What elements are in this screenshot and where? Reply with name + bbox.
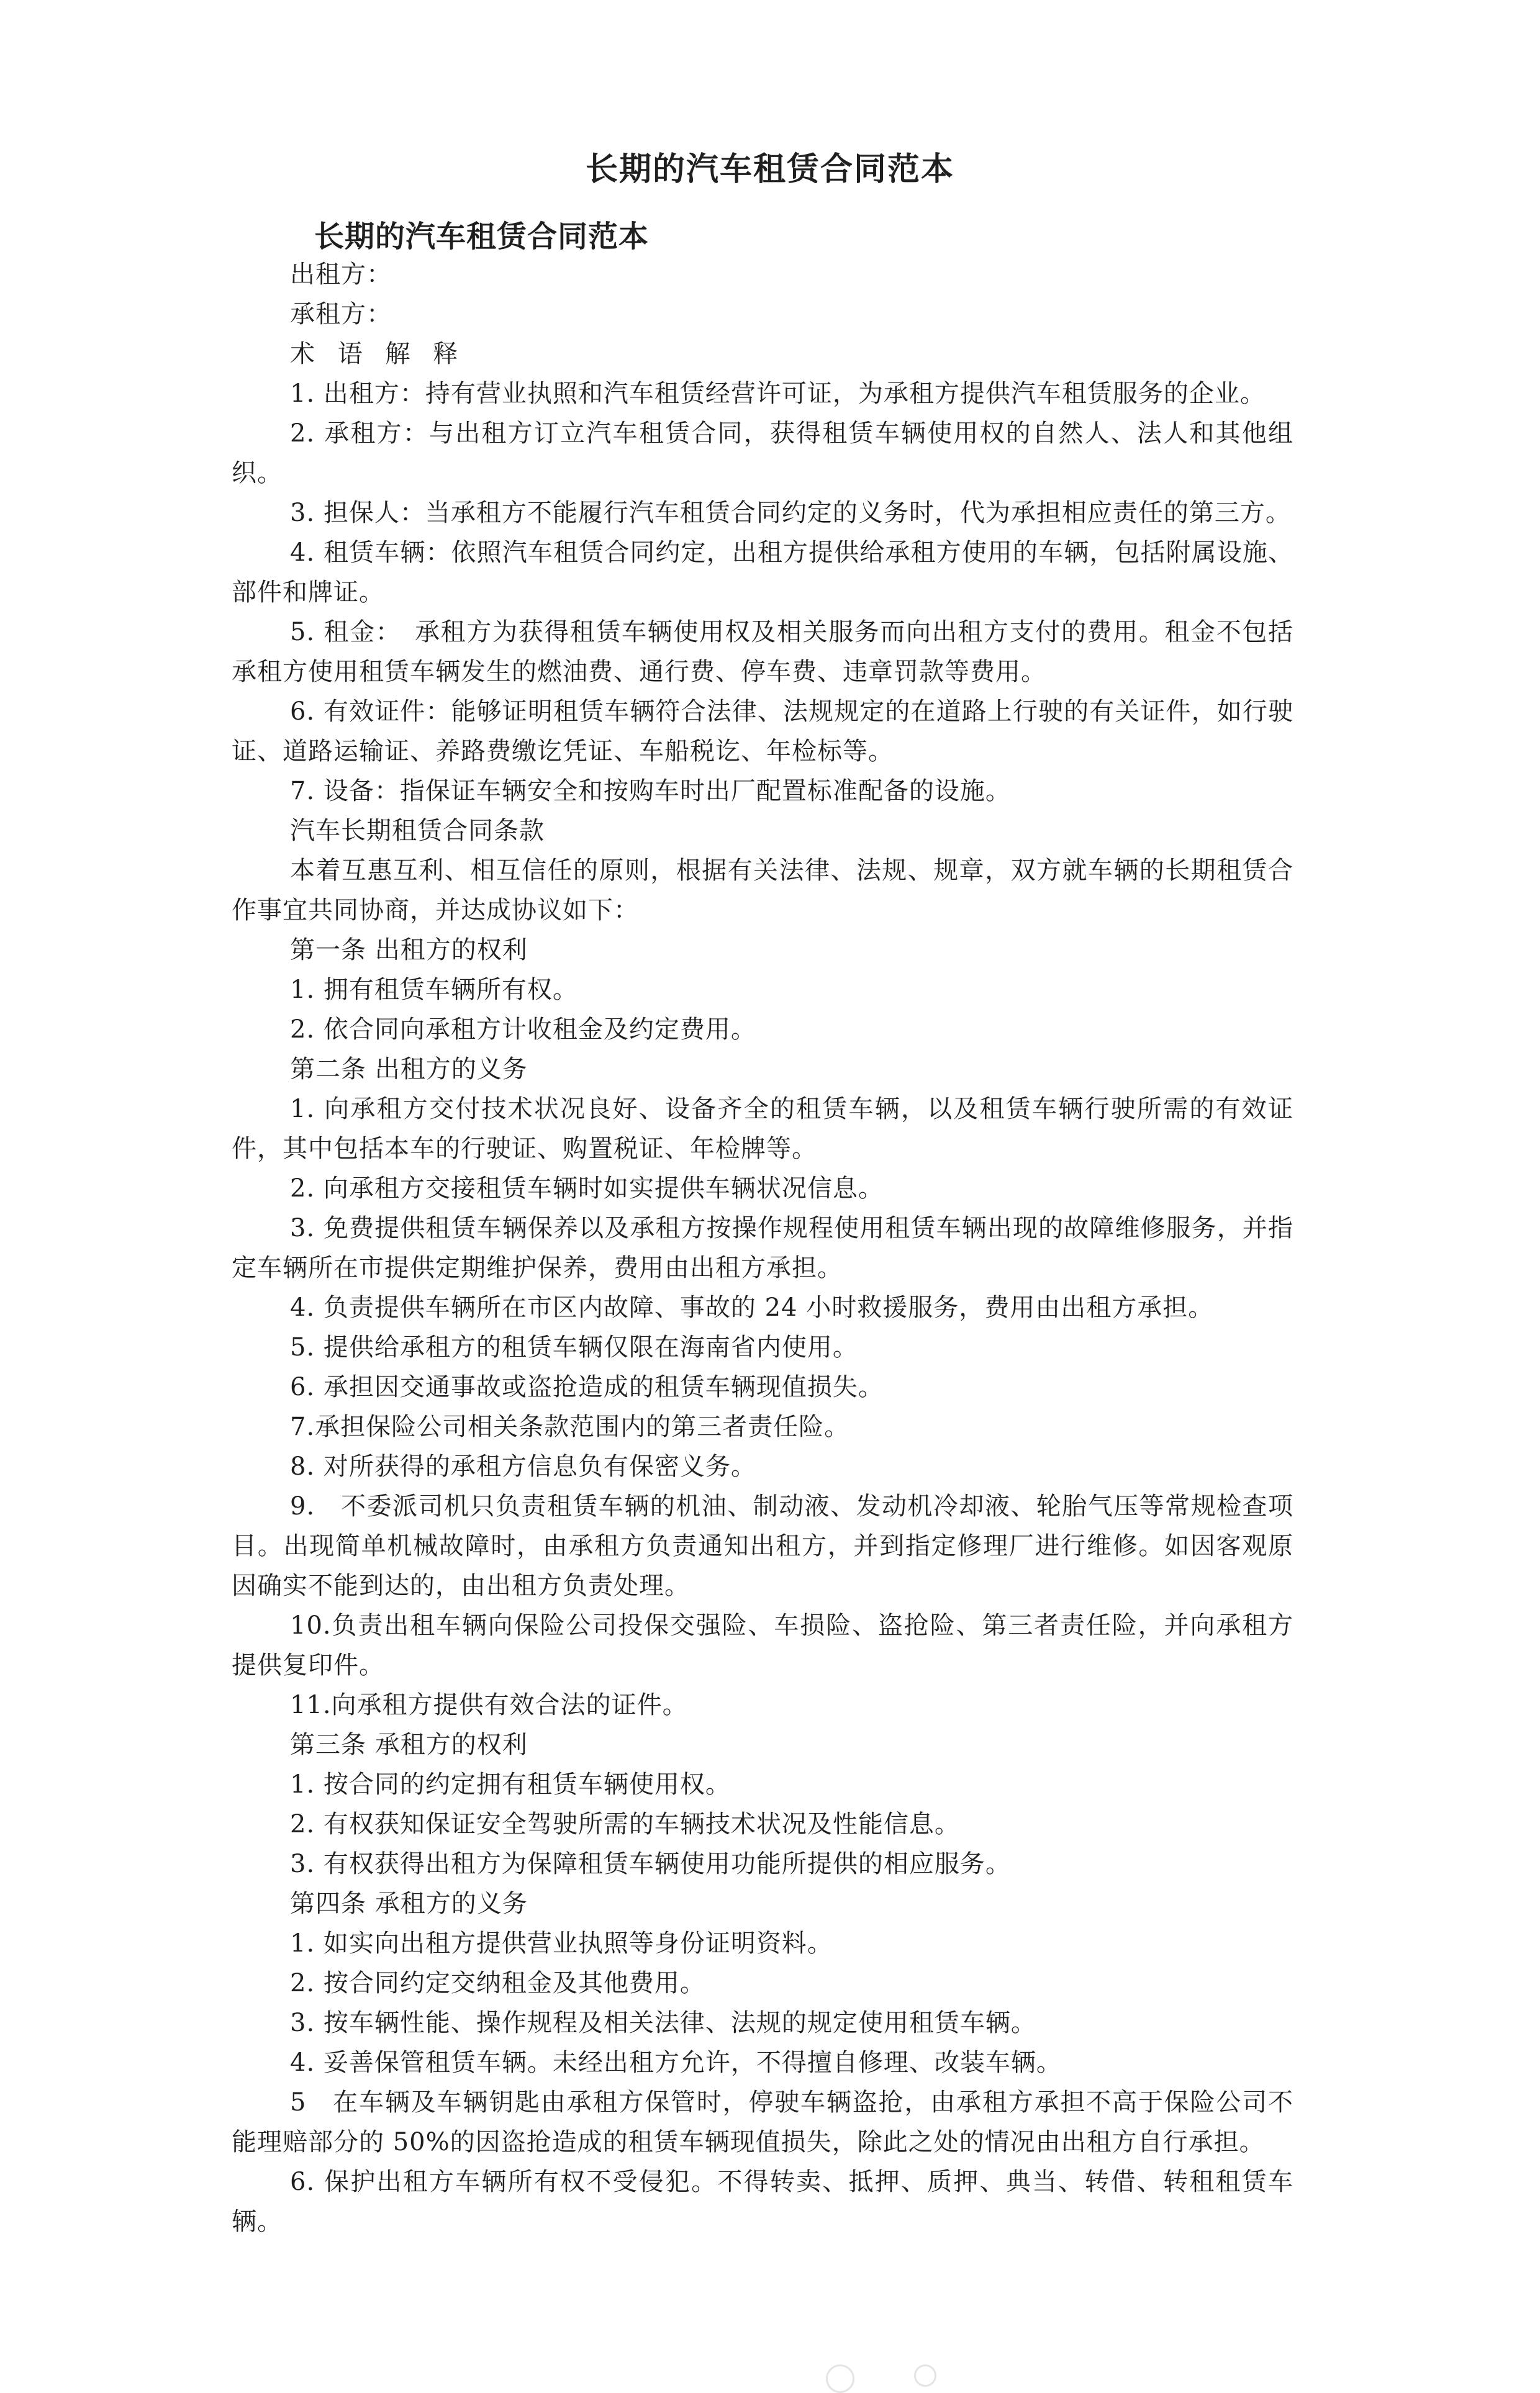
contract-body [232, 255, 1293, 2241]
paragraph: 5 在车辆及车辆钥匙由承租方保管时，停驶车辆盗抢，由承租方承担不高于保险公司不能理赔部分的 50%的因盗抢造成的租赁车辆现值损失，除此之处的情况由出租方自行承担。 [232, 2088, 1293, 2156]
paragraph: 8. 对所获得的承租方信息负有保密义务。 [290, 1452, 756, 1481]
document-subtitle: 长期的汽车租赁合同范本 [314, 219, 650, 254]
paragraph: 1. 出租方：持有营业执照和汽车租赁经营许可证，为承租方提供汽车租赁服务的企业。 [290, 379, 1266, 408]
paragraph: 3. 担保人：当承租方不能履行汽车租赁合同约定的义务时，代为承担相应责任的第三方。 [290, 499, 1291, 527]
document-title: 长期的汽车租赁合同范本 [585, 150, 954, 188]
paragraph: 1. 如实向出租方提供营业执照等身份证明资料。 [290, 1929, 833, 1958]
paragraph: 4. 妥善保管租赁车辆。未经出租方允许，不得擅自修理、改装车辆。 [290, 2048, 1062, 2077]
paragraph: 6. 承担因交通事故或盗抢造成的租赁车辆现值损失。 [290, 1373, 884, 1401]
paragraph: 1. 按合同的约定拥有租赁车辆使用权。 [290, 1770, 731, 1799]
paragraph: 1. 向承租方交付技术状况良好、设备齐全的租赁车辆，以及租赁车辆行驶所需的有效证件，其中包括本车的行驶证、购置税证、年检牌等。 [232, 1095, 1293, 1163]
paragraph: 出租方： [290, 260, 392, 289]
paragraph: 7. 设备：指保证车辆安全和按购车时出厂配置标准配备的设施。 [290, 777, 1011, 805]
paragraph: 本着互惠互利、相互信任的原则，根据有关法律、法规、规章，双方就车辆的长期租赁合作事宜共同协商，并达成协议如下： [232, 856, 1293, 925]
paragraph: 第三条 承租方的权利 [290, 1730, 528, 1759]
scan-mark-icon [914, 2364, 936, 2387]
paragraph: 4. 租赁车辆：依照汽车租赁合同约定，出租方提供给承租方使用的车辆，包括附属设施、部件和牌证。 [232, 538, 1293, 607]
paragraph: 术 语 解 释 [290, 340, 466, 368]
paragraph: 汽车长期租赁合同条款 [290, 817, 545, 845]
paragraph: 10.负责出租车辆向保险公司投保交强险、车损险、盗抢险、第三者责任险，并向承租方提供复印件。 [232, 1611, 1293, 1680]
paragraph: 2. 承租方：与出租方订立汽车租赁合同，获得租赁车辆使用权的自然人、法人和其他组织。 [232, 419, 1293, 487]
paragraph: 第一条 出租方的权利 [290, 936, 528, 964]
paragraph: 2. 向承租方交接租赁车辆时如实提供车辆状况信息。 [290, 1174, 884, 1203]
paragraph: 第四条 承租方的义务 [290, 1889, 528, 1918]
paragraph: 3. 按车辆性能、操作规程及相关法律、法规的规定使用租赁车辆。 [290, 2009, 1036, 2037]
paragraph: 1. 拥有租赁车辆所有权。 [290, 975, 578, 1004]
paragraph: 6. 有效证件：能够证明租赁车辆符合法律、法规规定的在道路上行驶的有关证件，如行驶证、道路运输证、养路费缴讫凭证、车船税讫、年检标等。 [232, 697, 1293, 766]
paragraph: 承租方： [290, 300, 392, 328]
paragraph: 7.承担保险公司相关条款范围内的第三者责任险。 [290, 1413, 850, 1441]
paragraph: 6. 保护出租方车辆所有权不受侵犯。不得转卖、抵押、质押、典当、转借、转租租赁车辆。 [232, 2168, 1293, 2236]
paragraph: 3. 免费提供租赁车辆保养以及承租方按操作规程使用租赁车辆出现的故障维修服务，并指定车辆所在市提供定期维护保养，费用由出租方承担。 [232, 1214, 1293, 1282]
paragraph: 5. 提供给承租方的租赁车辆仅限在海南省内使用。 [290, 1333, 858, 1362]
paragraph: 5. 租金： 承租方为获得租赁车辆使用权及相关服务而向出租方支付的费用。租金不包括承租方使用租赁车辆发生的燃油费、通行费、停车费、违章罚款等费用。 [232, 618, 1293, 686]
paragraph: 2. 依合同向承租方计收租金及约定费用。 [290, 1015, 756, 1044]
paragraph: 3. 有权获得出租方为保障租赁车辆使用功能所提供的相应服务。 [290, 1850, 1011, 1878]
paragraph: 9. 不委派司机只负责租赁车辆的机油、制动液、发动机冷却液、轮胎气压等常规检查项目。出现简单机械故障时，由承租方负责通知出租方，并到指定修理厂进行维修。如因客观原因确实不能到达的，由出租方负责处理。 [232, 1492, 1293, 1600]
paragraph: 11.向承租方提供有效合法的证件。 [290, 1691, 688, 1719]
paragraph: 4. 负责提供车辆所在市区内故障、事故的 24 小时救援服务，费用由出租方承担。 [290, 1293, 1214, 1322]
scan-mark-icon [826, 2364, 854, 2393]
paragraph: 第二条 出租方的义务 [290, 1055, 528, 1083]
paragraph: 2. 按合同约定交纳租金及其他费用。 [290, 1969, 705, 1997]
paragraph: 2. 有权获知保证安全驾驶所需的车辆技术状况及性能信息。 [290, 1810, 960, 1839]
